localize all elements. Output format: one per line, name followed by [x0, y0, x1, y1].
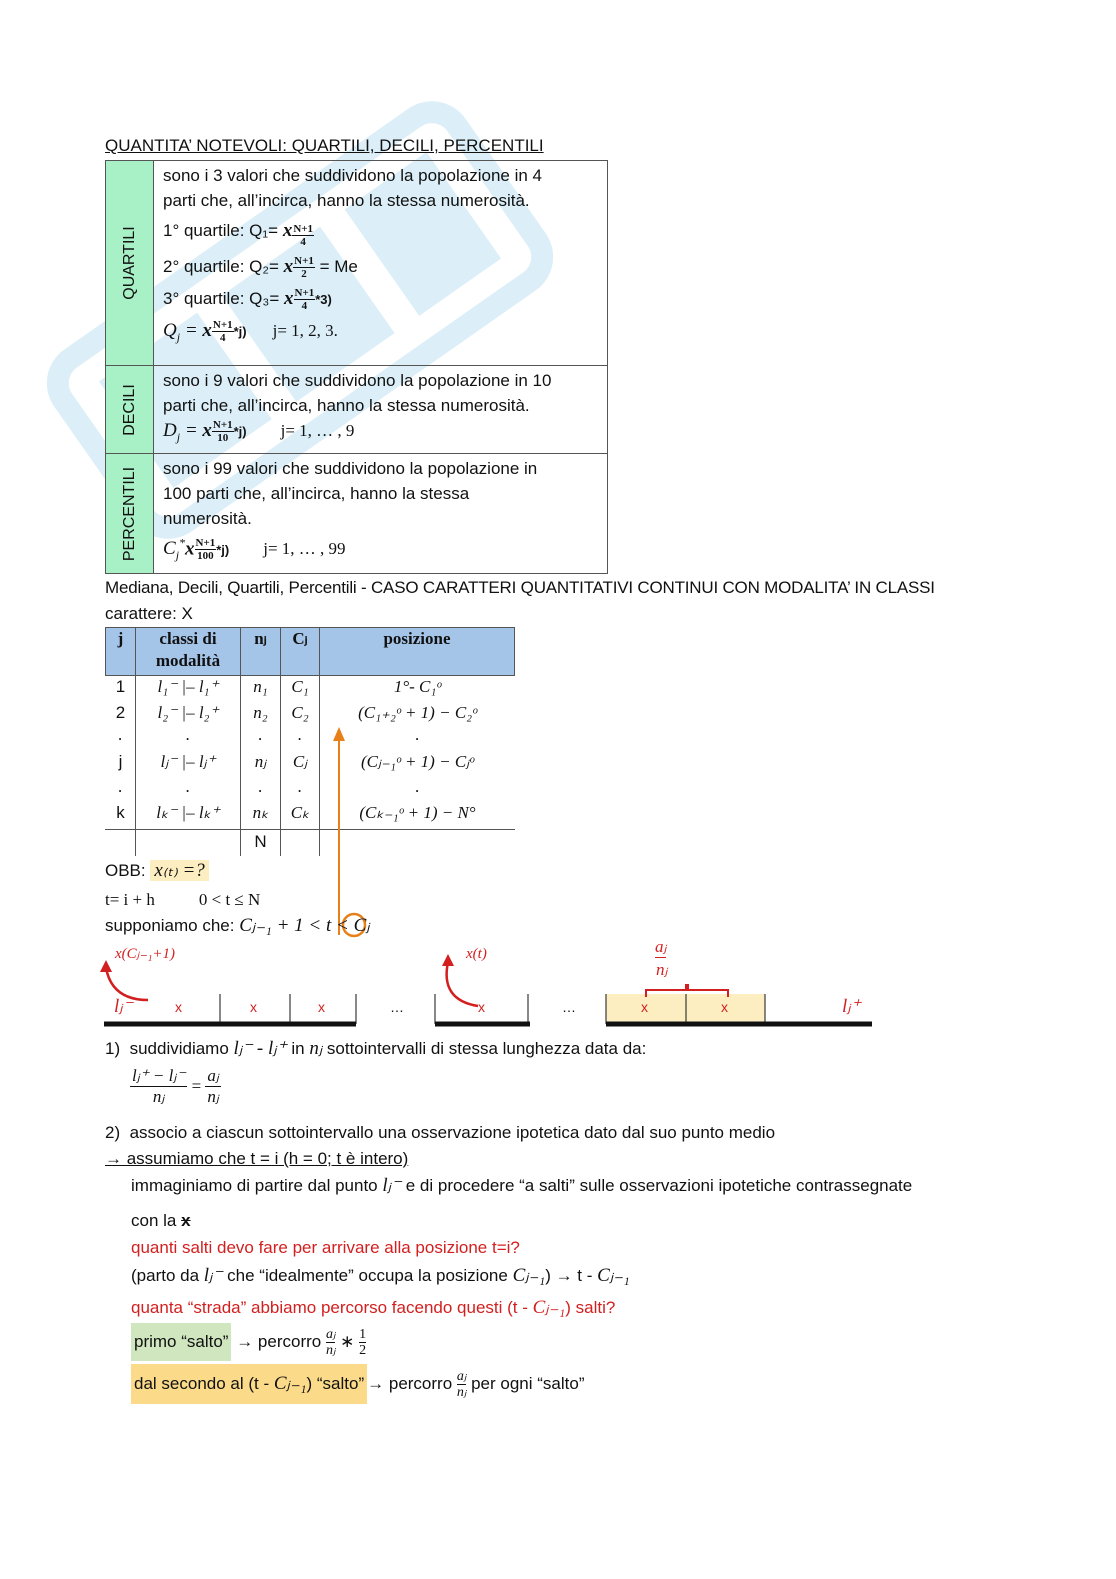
row3-j: . — [118, 725, 123, 744]
row5-j: . — [118, 777, 123, 796]
row1-nj: n₁ — [253, 677, 268, 696]
percentili-row — [106, 454, 607, 573]
orange-arrow — [320, 725, 380, 940]
row3-pos: . — [415, 725, 420, 744]
th-nj: nⱼ — [240, 627, 281, 676]
suppose-line: supponiamo che: Cⱼ₋₁ + 1 < t < Cⱼ — [105, 915, 370, 936]
total-n: N — [254, 832, 267, 851]
q3-formula: 3° quartile: Q₃= x $\frac{N+1}{4}$ *3) — [163, 287, 332, 313]
th-classi: classi di modalità — [135, 627, 241, 676]
row5-classe: . — [185, 777, 191, 796]
mark-x3: x — [318, 999, 325, 1015]
dots-2: … — [562, 999, 576, 1015]
q2-formula: 2° quartile: Q₂= x $\frac{N+1}{2}$ = Me — [163, 255, 358, 281]
dj-formula: $D_j = x$ $\frac{N+1}{10}$ *j) j= 1, … , 9 — [163, 419, 355, 445]
label-aj: aⱼ — [655, 937, 667, 956]
row1-cj: C₁ — [291, 677, 309, 696]
row2-j: 2 — [115, 703, 126, 722]
carattere-label: carattere: X — [105, 604, 193, 623]
mark-x1: x — [175, 999, 182, 1015]
row4-cj: Cⱼ — [292, 752, 308, 771]
decili-side — [106, 366, 154, 453]
assume-line: → assumiamo che t = i (h = 0; t è intero) — [105, 1149, 409, 1168]
step1-line: 1) suddividiamo lⱼ⁻ - lⱼ⁺ in nⱼ sottointervalli di stessa lunghezza data da: — [105, 1038, 647, 1059]
row5-pos: . — [415, 777, 420, 796]
primo-salto-line: primo “salto” → percorro $\frac{\text{aⱼ}}{\text{nⱼ}}$ ∗ $\frac{1}{2}$ — [131, 1323, 366, 1361]
row6-classe: lₖ⁻ |– lₖ⁺ — [156, 803, 220, 822]
row6-j: k — [116, 803, 125, 822]
decili-label: DECILI — [120, 383, 138, 436]
decili-desc: sono i 9 valori che suddividono la popolazione in 10 — [163, 371, 552, 390]
row4-nj: nⱼ — [254, 752, 267, 771]
row3-cj: . — [297, 725, 303, 744]
row6-nj: nₖ — [252, 803, 269, 822]
percentili-label: PERCENTILI — [120, 466, 138, 561]
row4-pos: (Cⱼ₋₁ᵒ + 1) − Cⱼᵒ — [361, 752, 474, 771]
quantili-table — [105, 160, 608, 574]
con-la-line: con la x — [131, 1211, 191, 1230]
mark-x4: x — [478, 999, 485, 1015]
percentili-side — [106, 454, 154, 573]
decili-row — [106, 366, 607, 454]
decili-desc2: parti che, all’incirca, hanno la stessa numerosità. — [163, 396, 530, 415]
percentili-desc2: 100 parti che, all’incirca, hanno la stessa — [163, 484, 470, 503]
row2-cj: C₂ — [291, 703, 309, 722]
quartili-label: QUARTILI — [120, 226, 138, 300]
imagine-line: immaginiamo di partire dal punto lⱼ⁻ e di procedere “a salti” sulle osservazioni ipotetiche contrassegnate — [131, 1175, 913, 1196]
percentili-desc3: numerosità. — [163, 509, 252, 528]
cj-formula: $C_j^*x$ $\frac{N+1}{100}$ *j) j= 1, … , 99 — [163, 536, 346, 563]
obb-line: OBB: x₍ₜ₎ =? — [105, 858, 209, 883]
percentili-desc: sono i 99 valori che suddividono la popolazione in — [163, 459, 538, 478]
section2-title: Mediana, Decili, Quartili, Percentili - CASO CARATTERI QUANTITATIVI CONTINUI CON MODALITA’ IN CLASSI — [105, 578, 935, 597]
qj-formula: $Q_j = x$ $\frac{N+1}{4}$ *j) j= 1, 2, 3. — [163, 319, 338, 345]
row2-classe: l₂⁻ |– l₂⁺ — [157, 703, 219, 722]
mark-x5: x — [641, 999, 648, 1015]
label-nj: nⱼ — [656, 960, 668, 979]
question-strada: quanta “strada” abbiamo percorso facendo questi (t - Cⱼ₋₁) salti? — [131, 1297, 616, 1318]
row5-cj: . — [297, 777, 303, 796]
row3-classe: . — [185, 725, 191, 744]
row4-classe: lⱼ⁻ |– lⱼ⁺ — [160, 752, 216, 771]
question-salti: quanti salti devo fare per arrivare alla posizione t=i? — [131, 1238, 520, 1257]
page-title: QUANTITA’ NOTEVOLI: QUARTILI, DECILI, PERCENTILI — [105, 136, 544, 155]
quartili-desc: sono i 3 valori che suddividono la popolazione in 4 — [163, 166, 542, 185]
row6-cj: Cₖ — [290, 803, 310, 822]
row4-j: j — [118, 752, 123, 771]
row5-nj: . — [258, 777, 263, 796]
secondo-salto-line: dal secondo al (t - Cⱼ₋₁) “salto” → percorro $\frac{\text{aⱼ}}{\text{nⱼ}}$ per ogni “salto” — [131, 1364, 584, 1404]
step1-formula: $\frac{\text{lⱼ⁺ − lⱼ⁻}}{\text{nⱼ}}$ = $\frac{\text{aⱼ}}{\text{nⱼ}}$ — [132, 1066, 219, 1106]
th-cj: Cⱼ — [280, 627, 320, 676]
row2-pos: (C₁₊₂ᵒ + 1) − C₂ᵒ — [358, 703, 477, 722]
row1-j: 1 — [115, 677, 126, 696]
row1-pos: 1°- C₁ᵒ — [393, 677, 442, 696]
q1-formula: 1° quartile: Q₁= x $\frac{N+1}{4}$ — [163, 219, 314, 248]
parto-line: (parto da lⱼ⁻ che “idealmente” occupa la posizione Cⱼ₋₁) → t - Cⱼ₋₁ — [131, 1265, 630, 1286]
mark-x2: x — [250, 999, 257, 1015]
step2-line: 2) associo a ciascun sottointervallo una osservazione ipotetica dato dal suo punto medio — [105, 1123, 776, 1142]
label-l-minus: lⱼ⁻ — [114, 996, 133, 1017]
quartili-row — [106, 161, 607, 366]
row6-pos: (Cₖ₋₁ᵒ + 1) − N° — [359, 803, 476, 822]
row1-classe: l₁⁻ |– l₁⁺ — [157, 677, 219, 696]
quartili-side — [106, 161, 154, 365]
label-x-left: x(Cⱼ₋₁+1) — [115, 946, 176, 962]
th-j: j — [105, 627, 136, 676]
mark-x6: x — [721, 999, 728, 1015]
row3-nj: . — [258, 725, 263, 744]
label-l-plus: lⱼ⁺ — [842, 996, 861, 1017]
label-x-t: x(t) — [466, 946, 487, 962]
dots-1: … — [390, 999, 404, 1015]
quartili-desc2: parti che, all’incirca, hanno la stessa numerosità. — [163, 191, 530, 210]
number-line-diagram — [100, 940, 900, 1040]
th-posizione: posizione — [319, 627, 515, 676]
row2-nj: n₂ — [253, 703, 268, 722]
t-definition: t= i + h 0 < t ≤ N — [105, 890, 261, 909]
